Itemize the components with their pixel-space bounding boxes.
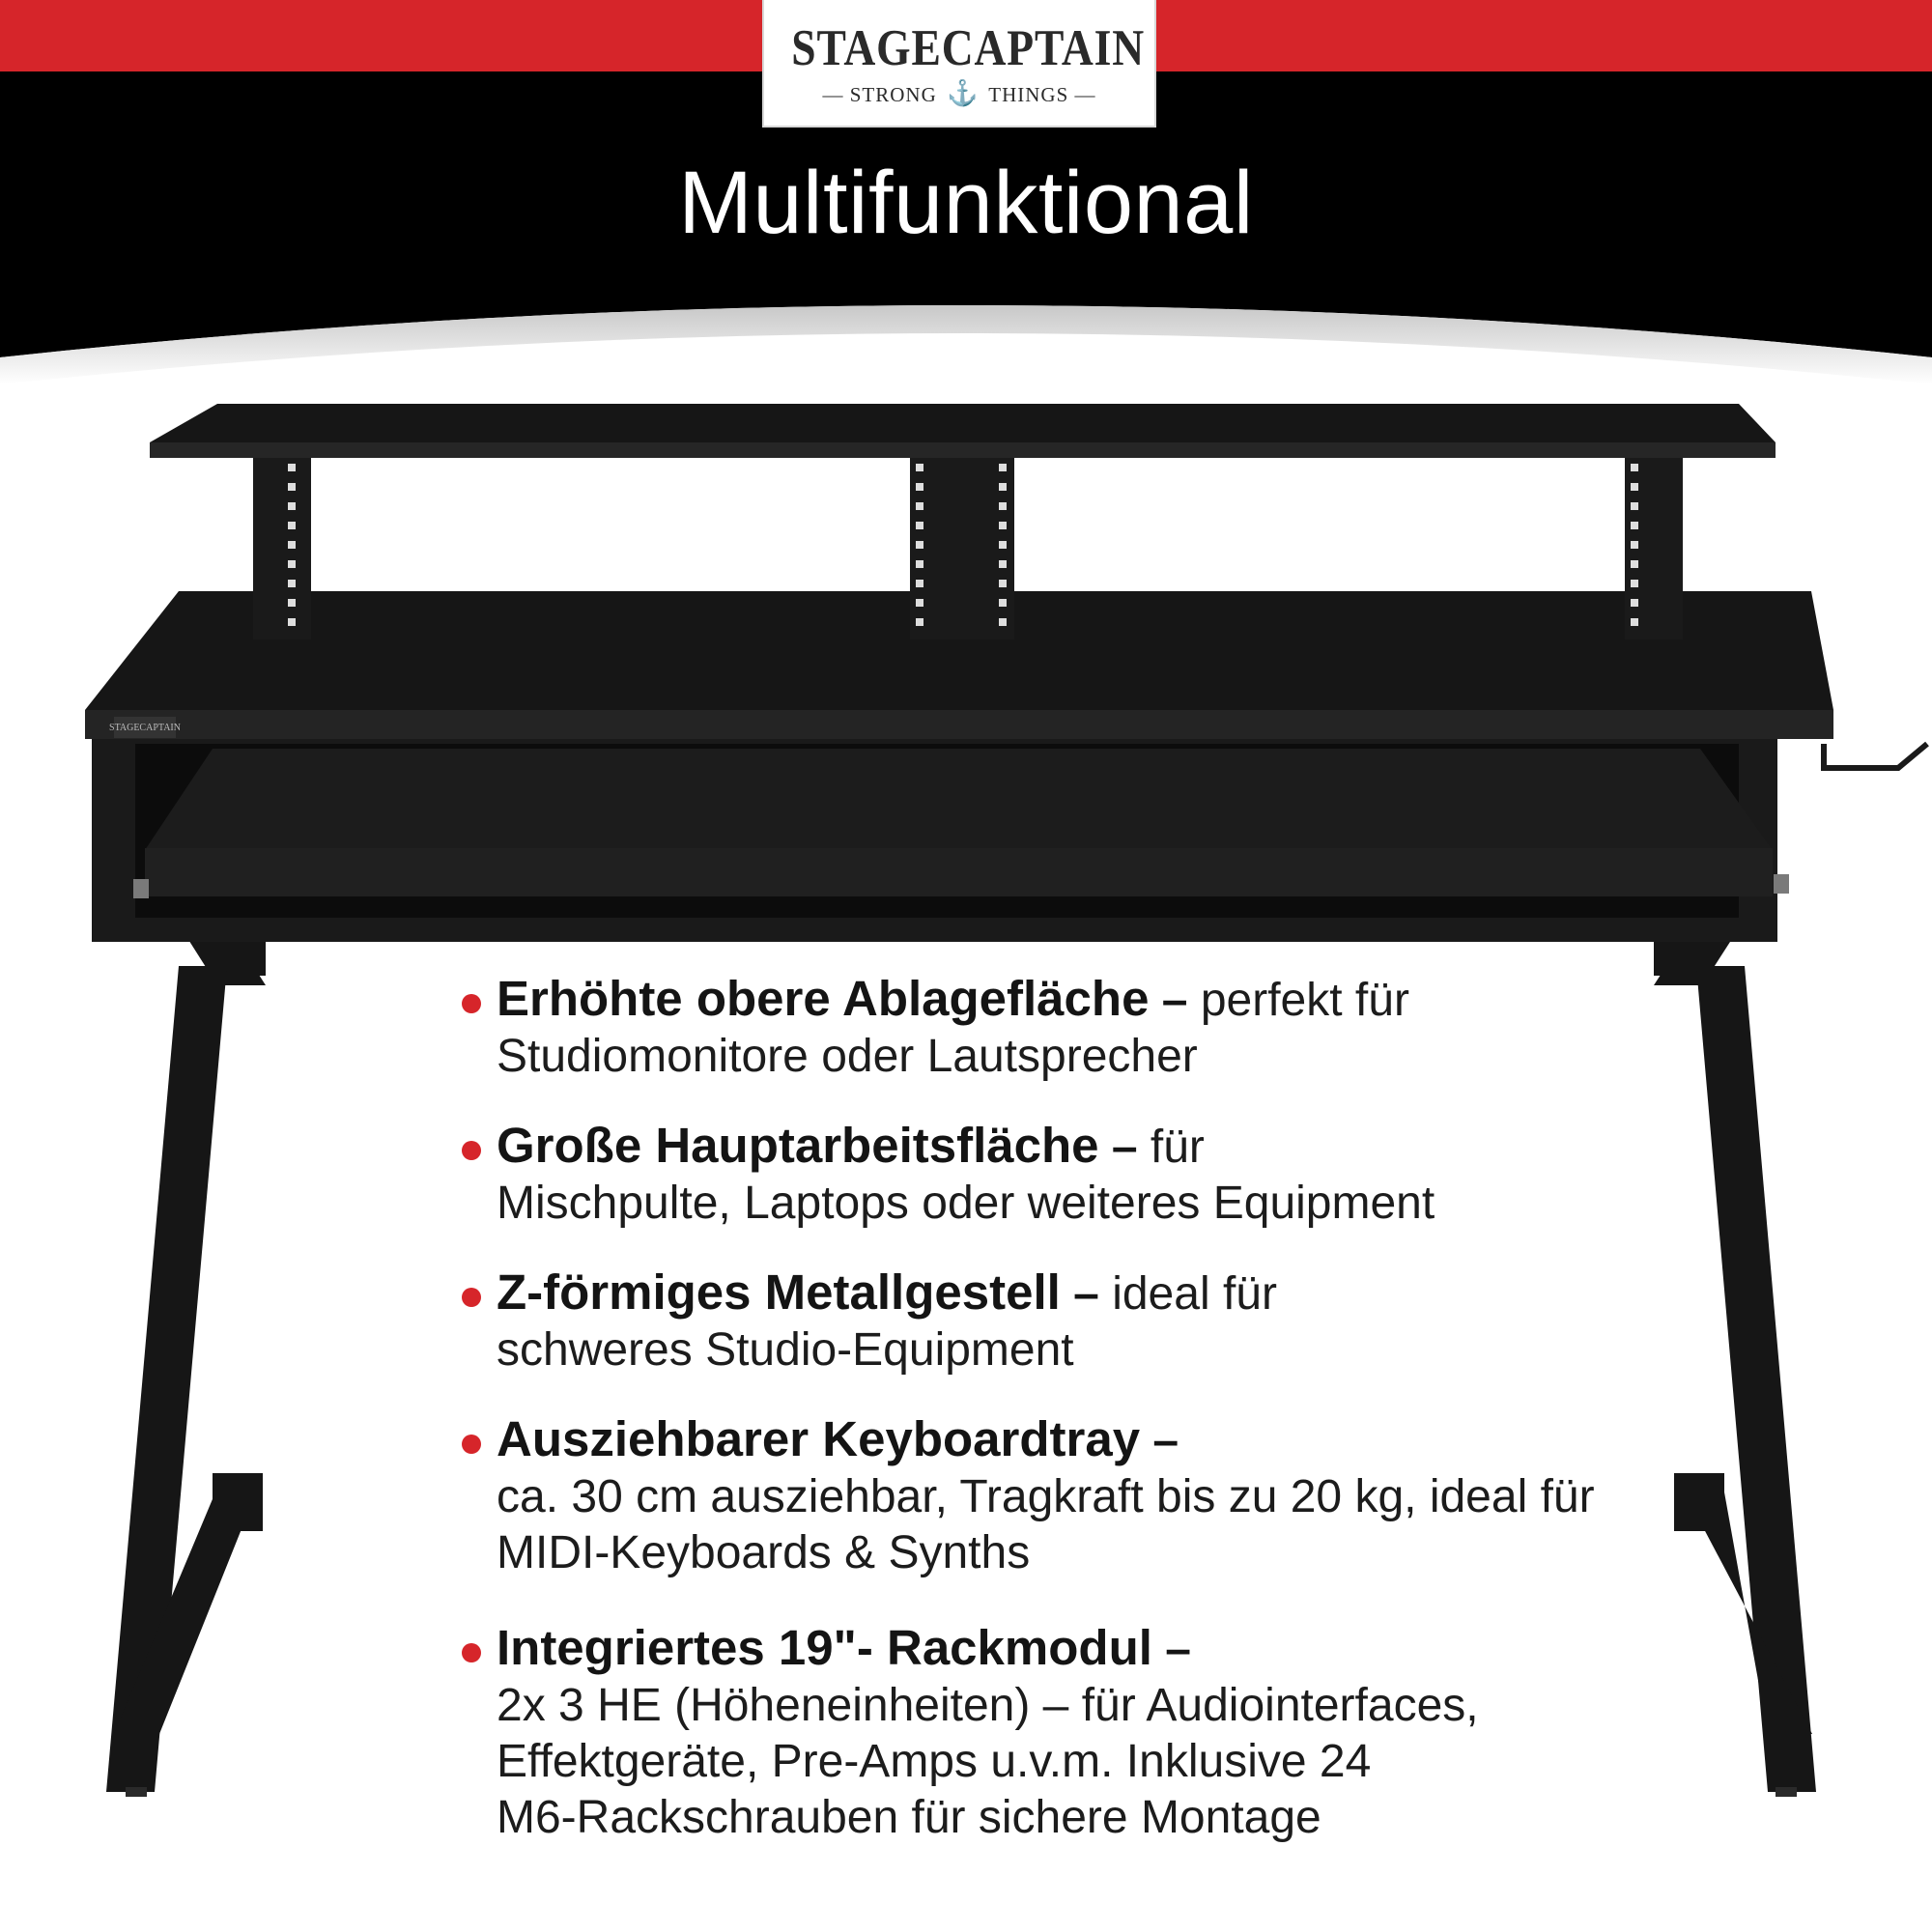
feature-item-rack-module bbox=[462, 1620, 1862, 1846]
headphone-hook bbox=[1824, 744, 1927, 768]
feature-dash: – bbox=[1111, 1122, 1138, 1173]
page-title: Multifunktional bbox=[678, 154, 1254, 252]
bullet-dot bbox=[462, 1288, 481, 1307]
upper-shelf bbox=[150, 404, 1776, 458]
feature-detail: M6-Rackschrauben für sichere Montage bbox=[497, 1792, 1321, 1843]
feature-heading: Erhöhte obere Ablagefläche bbox=[497, 971, 1150, 1026]
feature-dash: – bbox=[1165, 1624, 1191, 1675]
feature-title-line bbox=[497, 1411, 1862, 1469]
feature-lead: ideal für bbox=[1112, 1268, 1277, 1320]
feature-title-line bbox=[497, 1118, 1862, 1176]
feature-lead: perfekt für bbox=[1200, 975, 1409, 1026]
feature-title-line bbox=[497, 1620, 1862, 1678]
feature-title-line bbox=[497, 971, 1862, 1029]
feature-heading: Ausziehbarer Keyboardtray bbox=[497, 1411, 1141, 1466]
brand-tagline: — STRONG ⚓ THINGS — bbox=[822, 79, 1096, 107]
bullet-dot bbox=[462, 1141, 481, 1160]
feature-detail: MIDI-Keyboards & Synths bbox=[497, 1527, 1031, 1578]
bullet-dot bbox=[462, 994, 481, 1013]
tagline-right: THINGS bbox=[988, 83, 1069, 106]
keyboard-tray bbox=[133, 749, 1789, 898]
feature-detail: Mischpulte, Laptops oder weiteres Equipment bbox=[497, 1178, 1435, 1229]
feature-item-main-surface bbox=[462, 1118, 1862, 1232]
bullet-dot bbox=[462, 1435, 481, 1454]
feature-dash: – bbox=[1152, 1415, 1179, 1466]
feature-dash: – bbox=[1073, 1268, 1099, 1320]
feature-dash: – bbox=[1161, 975, 1188, 1026]
bullet-dot bbox=[462, 1643, 481, 1662]
feature-heading: Große Hauptarbeitsfläche bbox=[497, 1118, 1099, 1173]
feature-item-z-frame bbox=[462, 1264, 1862, 1378]
feature-item-keyboard-tray bbox=[462, 1411, 1862, 1581]
feature-title-line bbox=[497, 1264, 1862, 1322]
feature-detail: Studiomonitore oder Lautsprecher bbox=[497, 1031, 1198, 1082]
feature-detail: ca. 30 cm ausziehbar, Tragkraft bis zu 20 kg, ideal für bbox=[497, 1471, 1595, 1522]
feature-item-upper-shelf bbox=[462, 971, 1862, 1085]
left-z-leg bbox=[106, 898, 266, 1792]
feature-detail: Effektgeräte, Pre-Amps u.v.m. Inklusive 24 bbox=[497, 1736, 1372, 1787]
anchor-icon: ⚓ bbox=[947, 79, 980, 107]
feature-heading: Z-förmiges Metallgestell bbox=[497, 1264, 1061, 1320]
feature-detail: schweres Studio-Equipment bbox=[497, 1324, 1074, 1376]
tagline-left: STRONG bbox=[849, 83, 937, 106]
feature-lead: für bbox=[1150, 1122, 1205, 1173]
feature-heading: Integriertes 19"- Rackmodul bbox=[497, 1620, 1152, 1675]
brand-name: STAGECAPTAIN bbox=[791, 20, 1146, 76]
small-brand-text: STAGECAPTAIN bbox=[109, 723, 181, 733]
feature-list bbox=[462, 971, 1862, 1846]
feature-detail: 2x 3 HE (Höheneinheiten) – für Audiointerfaces, bbox=[497, 1680, 1479, 1731]
